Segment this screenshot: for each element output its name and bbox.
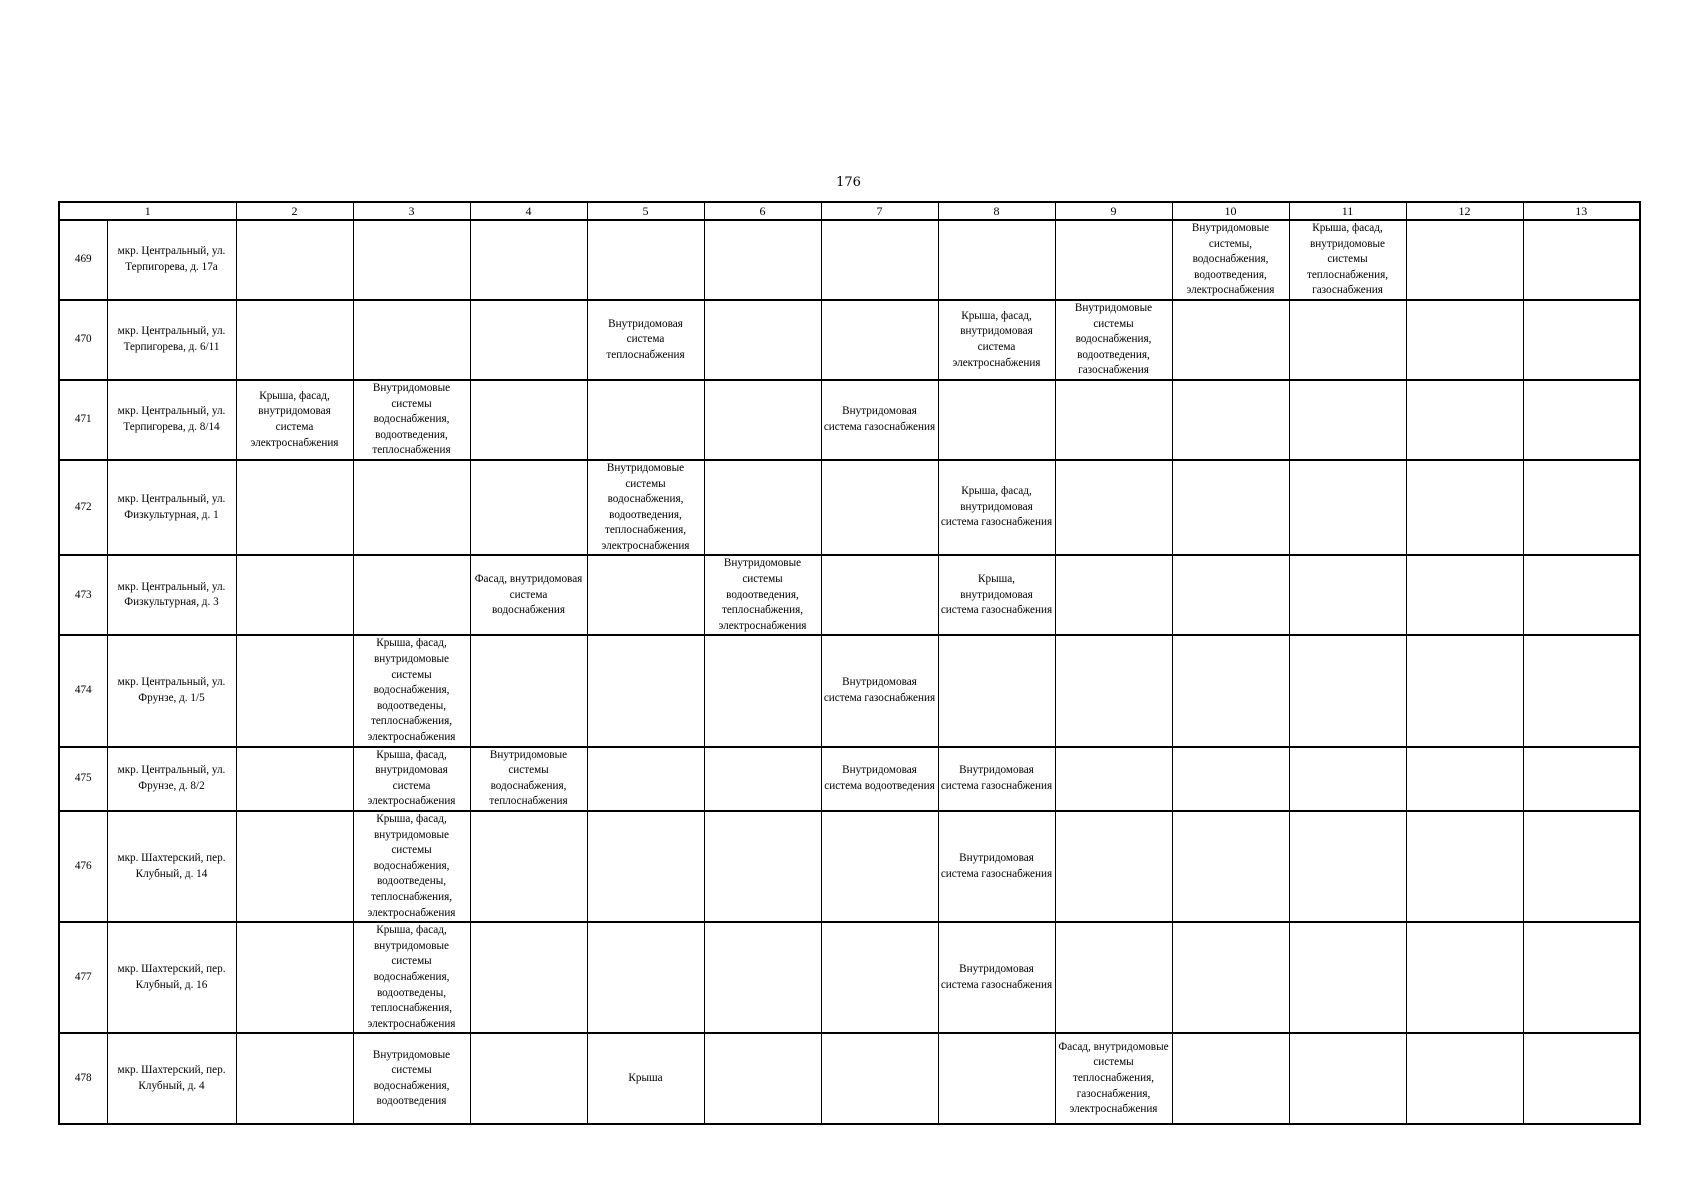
work-cell bbox=[704, 220, 821, 300]
work-cell bbox=[1406, 555, 1523, 635]
work-cell bbox=[1289, 635, 1406, 746]
column-header: 6 bbox=[704, 202, 821, 220]
work-cell bbox=[236, 1033, 353, 1124]
address-cell: мкр. Центральный, ул. Физкультурная, д. 1 bbox=[107, 460, 236, 556]
work-cell bbox=[470, 460, 587, 556]
work-cell bbox=[1172, 1033, 1289, 1124]
work-cell bbox=[1055, 811, 1172, 922]
work-cell bbox=[821, 555, 938, 635]
work-cell bbox=[587, 635, 704, 746]
work-cell bbox=[1055, 380, 1172, 460]
work-cell bbox=[1055, 747, 1172, 811]
work-cell bbox=[704, 811, 821, 922]
work-cell bbox=[1172, 300, 1289, 380]
work-cell bbox=[470, 380, 587, 460]
table-row bbox=[59, 922, 1640, 1033]
works-table bbox=[58, 201, 1641, 1125]
work-cell bbox=[821, 922, 938, 1033]
column-header: 12 bbox=[1406, 202, 1523, 220]
work-cell: Фасад, внутридомовая система водоснабжения bbox=[470, 555, 587, 635]
work-cell bbox=[353, 300, 470, 380]
address-cell: мкр. Центральный, ул. Физкультурная, д. 3 bbox=[107, 555, 236, 635]
work-cell bbox=[236, 555, 353, 635]
work-cell bbox=[587, 922, 704, 1033]
work-cell: Внутридомовые системы водоотведения, теплоснабжения, электроснабжения bbox=[704, 555, 821, 635]
work-cell bbox=[1289, 747, 1406, 811]
work-cell: Крыша bbox=[587, 1033, 704, 1124]
work-cell bbox=[1172, 922, 1289, 1033]
work-cell bbox=[821, 1033, 938, 1124]
work-cell bbox=[1289, 380, 1406, 460]
work-cell bbox=[1289, 300, 1406, 380]
table-row bbox=[59, 1033, 1640, 1124]
work-cell bbox=[704, 635, 821, 746]
work-cell bbox=[587, 380, 704, 460]
work-cell bbox=[1523, 380, 1640, 460]
column-header: 1 bbox=[59, 202, 236, 220]
address-cell: мкр. Шахтерский, пер. Клубный, д. 16 bbox=[107, 922, 236, 1033]
work-cell bbox=[1406, 220, 1523, 300]
row-number: 477 bbox=[59, 922, 107, 1033]
work-cell bbox=[938, 635, 1055, 746]
row-number: 470 bbox=[59, 300, 107, 380]
work-cell bbox=[1172, 555, 1289, 635]
work-cell bbox=[704, 922, 821, 1033]
header-row bbox=[59, 202, 1640, 220]
row-number: 471 bbox=[59, 380, 107, 460]
work-cell bbox=[1055, 460, 1172, 556]
work-cell bbox=[1406, 380, 1523, 460]
work-cell bbox=[1406, 1033, 1523, 1124]
work-cell bbox=[1406, 922, 1523, 1033]
column-header: 10 bbox=[1172, 202, 1289, 220]
column-header: 2 bbox=[236, 202, 353, 220]
work-cell bbox=[587, 747, 704, 811]
address-cell: мкр. Шахтерский, пер. Клубный, д. 14 bbox=[107, 811, 236, 922]
work-cell: Внутридомовые системы водоснабжения, водоотведения, теплоснабжения bbox=[353, 380, 470, 460]
page-number: 176 bbox=[836, 175, 861, 190]
work-cell bbox=[1055, 220, 1172, 300]
work-cell bbox=[1523, 300, 1640, 380]
work-cell bbox=[1523, 555, 1640, 635]
work-cell bbox=[821, 300, 938, 380]
work-cell bbox=[1406, 811, 1523, 922]
work-cell bbox=[1289, 811, 1406, 922]
row-number: 469 bbox=[59, 220, 107, 300]
work-cell bbox=[1289, 460, 1406, 556]
work-cell: Крыша, внутридомовая система газоснабжения bbox=[938, 555, 1055, 635]
table-row bbox=[59, 220, 1640, 300]
address-cell: мкр. Центральный, ул. Фрунзе, д. 8/2 bbox=[107, 747, 236, 811]
work-cell: Внутридомовая система теплоснабжения bbox=[587, 300, 704, 380]
work-cell bbox=[704, 1033, 821, 1124]
work-cell: Внутридомовая система газоснабжения bbox=[821, 380, 938, 460]
work-cell bbox=[236, 922, 353, 1033]
work-cell bbox=[704, 460, 821, 556]
column-header: 5 bbox=[587, 202, 704, 220]
table-row bbox=[59, 635, 1640, 746]
work-cell bbox=[470, 300, 587, 380]
table-row bbox=[59, 555, 1640, 635]
address-cell: мкр. Центральный, ул. Терпигорева, д. 17а bbox=[107, 220, 236, 300]
address-cell: мкр. Центральный, ул. Терпигорева, д. 6/11 bbox=[107, 300, 236, 380]
work-cell bbox=[1523, 922, 1640, 1033]
work-cell bbox=[704, 300, 821, 380]
work-cell bbox=[704, 380, 821, 460]
work-cell bbox=[470, 922, 587, 1033]
work-cell bbox=[1406, 635, 1523, 746]
row-number: 473 bbox=[59, 555, 107, 635]
row-number: 476 bbox=[59, 811, 107, 922]
column-header: 4 bbox=[470, 202, 587, 220]
work-cell bbox=[1289, 1033, 1406, 1124]
work-cell bbox=[236, 747, 353, 811]
work-cell bbox=[236, 220, 353, 300]
work-cell bbox=[1289, 555, 1406, 635]
work-cell bbox=[353, 460, 470, 556]
table-row bbox=[59, 380, 1640, 460]
work-cell bbox=[1055, 922, 1172, 1033]
work-cell: Внутридомовые системы, водоснабжения, водоотведения, электроснабжения bbox=[1172, 220, 1289, 300]
work-cell: Внутридомовая система газоснабжения bbox=[821, 635, 938, 746]
work-cell: Внутридомовые системы водоснабжения, водоотведения bbox=[353, 1033, 470, 1124]
work-cell bbox=[1523, 747, 1640, 811]
work-cell: Крыша, фасад, внутридомовая система газоснабжения bbox=[938, 460, 1055, 556]
work-cell bbox=[1523, 635, 1640, 746]
work-cell: Внутридомовые системы водоснабжения, теплоснабжения bbox=[470, 747, 587, 811]
work-cell bbox=[1172, 635, 1289, 746]
work-cell: Внутридомовая система газоснабжения bbox=[938, 922, 1055, 1033]
work-cell bbox=[353, 220, 470, 300]
row-number: 478 bbox=[59, 1033, 107, 1124]
work-cell bbox=[1523, 1033, 1640, 1124]
address-cell: мкр. Центральный, ул. Фрунзе, д. 1/5 bbox=[107, 635, 236, 746]
work-cell bbox=[704, 747, 821, 811]
work-cell bbox=[236, 300, 353, 380]
work-cell: Внутридомовые системы водоснабжения, водоотведения, теплоснабжения, электроснабжения bbox=[587, 460, 704, 556]
work-cell: Крыша, фасад, внутридомовые системы теплоснабжения, газоснабжения bbox=[1289, 220, 1406, 300]
work-cell: Крыша, фасад, внутридомовая система электроснабжения bbox=[236, 380, 353, 460]
work-cell bbox=[1289, 922, 1406, 1033]
work-cell bbox=[821, 220, 938, 300]
column-header: 9 bbox=[1055, 202, 1172, 220]
table-row bbox=[59, 460, 1640, 556]
work-cell bbox=[1523, 811, 1640, 922]
work-cell: Внутридомовая система водоотведения bbox=[821, 747, 938, 811]
work-cell bbox=[353, 555, 470, 635]
work-cell bbox=[1523, 460, 1640, 556]
work-cell bbox=[1523, 220, 1640, 300]
work-cell bbox=[1172, 460, 1289, 556]
work-cell bbox=[1172, 747, 1289, 811]
table-row bbox=[59, 300, 1640, 380]
work-cell: Крыша, фасад, внутридомовая система электроснабжения bbox=[938, 300, 1055, 380]
work-cell bbox=[587, 811, 704, 922]
column-header: 13 bbox=[1523, 202, 1640, 220]
work-cell bbox=[236, 811, 353, 922]
work-cell bbox=[470, 635, 587, 746]
column-header: 7 bbox=[821, 202, 938, 220]
work-cell: Крыша, фасад, внутридомовые системы водоснабжения, водоотведены, теплоснабжения, электроснабжения bbox=[353, 635, 470, 746]
work-cell: Фасад, внутридомовые системы теплоснабжения, газоснабжения, электроснабжения bbox=[1055, 1033, 1172, 1124]
work-cell bbox=[938, 1033, 1055, 1124]
work-cell bbox=[821, 811, 938, 922]
row-number: 475 bbox=[59, 747, 107, 811]
work-cell: Внутридомовая система газоснабжения bbox=[938, 811, 1055, 922]
work-cell bbox=[1406, 300, 1523, 380]
work-cell: Крыша, фасад, внутридомовые системы водоснабжения, водоотведены, теплоснабжения, электроснабжения bbox=[353, 811, 470, 922]
work-cell bbox=[236, 460, 353, 556]
work-cell bbox=[1406, 747, 1523, 811]
row-number: 474 bbox=[59, 635, 107, 746]
work-cell bbox=[1055, 555, 1172, 635]
work-cell bbox=[470, 811, 587, 922]
work-cell bbox=[1055, 635, 1172, 746]
work-cell bbox=[470, 220, 587, 300]
work-cell: Крыша, фасад, внутридомовая система электроснабжения bbox=[353, 747, 470, 811]
address-cell: мкр. Шахтерский, пер. Клубный, д. 4 bbox=[107, 1033, 236, 1124]
address-cell: мкр. Центральный, ул. Терпигорева, д. 8/14 bbox=[107, 380, 236, 460]
work-cell bbox=[236, 635, 353, 746]
work-cell bbox=[470, 1033, 587, 1124]
table-row bbox=[59, 811, 1640, 922]
row-number: 472 bbox=[59, 460, 107, 556]
work-cell bbox=[587, 220, 704, 300]
work-cell bbox=[938, 380, 1055, 460]
work-cell bbox=[821, 460, 938, 556]
work-cell: Внутридомовые системы водоснабжения, водоотведения, газоснабжения bbox=[1055, 300, 1172, 380]
work-cell bbox=[587, 555, 704, 635]
work-cell bbox=[1172, 380, 1289, 460]
work-cell: Крыша, фасад, внутридомовые системы водоснабжения, водоотведены, теплоснабжения, электроснабжения bbox=[353, 922, 470, 1033]
column-header: 11 bbox=[1289, 202, 1406, 220]
work-cell: Внутридомовая система газоснабжения bbox=[938, 747, 1055, 811]
work-cell bbox=[938, 220, 1055, 300]
work-cell bbox=[1406, 460, 1523, 556]
work-cell bbox=[1172, 811, 1289, 922]
table-row bbox=[59, 747, 1640, 811]
column-header: 8 bbox=[938, 202, 1055, 220]
column-header: 3 bbox=[353, 202, 470, 220]
